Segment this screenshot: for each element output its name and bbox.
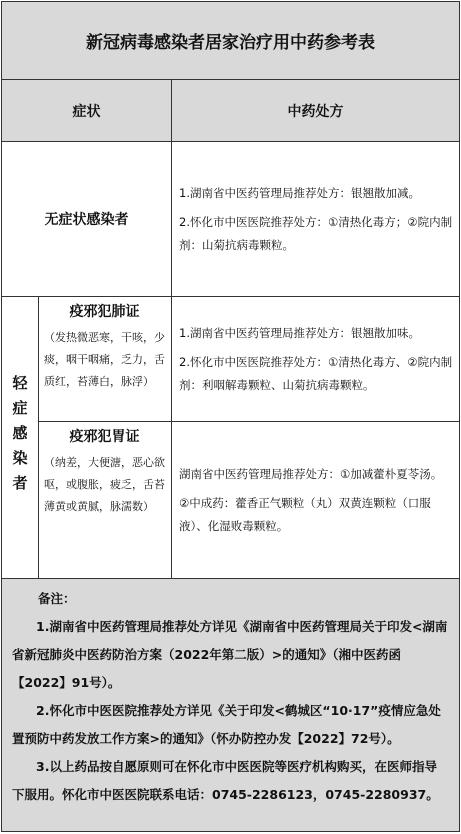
asymptomatic-prescription <box>172 142 459 296</box>
stomach-syndrome-desc: （纳差，大便溏，恶心欲呕，或腹胀，疲乏，舌苔薄黄或黄腻，脉濡数） <box>44 456 165 513</box>
note-3: 3.以上药品按自愿原则可在怀化市中医医院等医疗机构购买，在医师指导下服用。怀化市中医医院联系电话：0745-2286123，0745-2280937。 <box>12 759 439 802</box>
lung-syndrome-desc: （发热微恶寒，干咳，少痰，咽干咽痛，乏力，舌质红，苔薄白，脉浮） <box>44 331 165 388</box>
stomach-syndrome-name: 疫邪犯胃证 <box>69 429 140 445</box>
mild-label: 轻症感染者 <box>2 297 39 578</box>
stomach-syndrome-row <box>38 422 459 579</box>
stomach-rx-1: 湖南省中医药管理局推荐处方：①加减藿朴夏苓汤。 <box>179 467 443 481</box>
header-row <box>2 80 459 142</box>
asymptomatic-rx-2: 2.怀化市中医医院推荐处方：①清热化毒方；②院内制剂：山菊抗病毒颗粒。 <box>179 214 453 252</box>
asymptomatic-rx-1: 1.湖南省中医药管理局推荐处方：银翘散加减。 <box>179 185 420 200</box>
lung-syndrome-name: 疫邪犯肺证 <box>69 304 140 320</box>
mild-group <box>2 297 459 579</box>
lung-rx-2: 2.怀化市中医医院推荐处方：①清热化毒方、②院内制剂：利咽解毒颗粒、山菊抗病毒颗粒。 <box>179 354 453 392</box>
lung-rx-1: 1.湖南省中医药管理局推荐处方：银翘散加味。 <box>179 325 420 340</box>
note-1: 1.湖南省中医药管理局推荐处方详见《湖南省中医药管理局关于印发<湖南省新冠肺炎中医药防治方案（2022年第二版）>的通知》（湘中医药函【2022】91号）。 <box>12 619 448 690</box>
notes-section <box>2 579 459 831</box>
notes-label: 备注： <box>38 591 76 606</box>
prescription-table <box>1 1 460 832</box>
lung-prescription <box>172 297 459 421</box>
stomach-rx-2: ②中成药：藿香正气颗粒（丸）双黄连颗粒（口服液）、化湿败毒颗粒。 <box>179 496 431 533</box>
lung-syndrome-row <box>38 297 459 422</box>
note-2: 2.怀化市中医医院推荐处方详见《关于印发<鹤城区“10·17”疫情应急处置预防中药发放工作方案>的通知》（怀办防控办发【2022】72号）。 <box>12 703 441 746</box>
asymptomatic-label: 无症状感染者 <box>2 142 172 296</box>
lung-symptom-cell <box>38 297 172 421</box>
stomach-symptom-cell <box>38 422 172 579</box>
table-title: 新冠病毒感染者居家治疗用中药参考表 <box>2 2 459 80</box>
header-symptom: 症状 <box>2 80 172 141</box>
asymptomatic-row <box>2 142 459 297</box>
stomach-prescription <box>172 422 459 579</box>
header-prescription: 中药处方 <box>287 103 344 120</box>
